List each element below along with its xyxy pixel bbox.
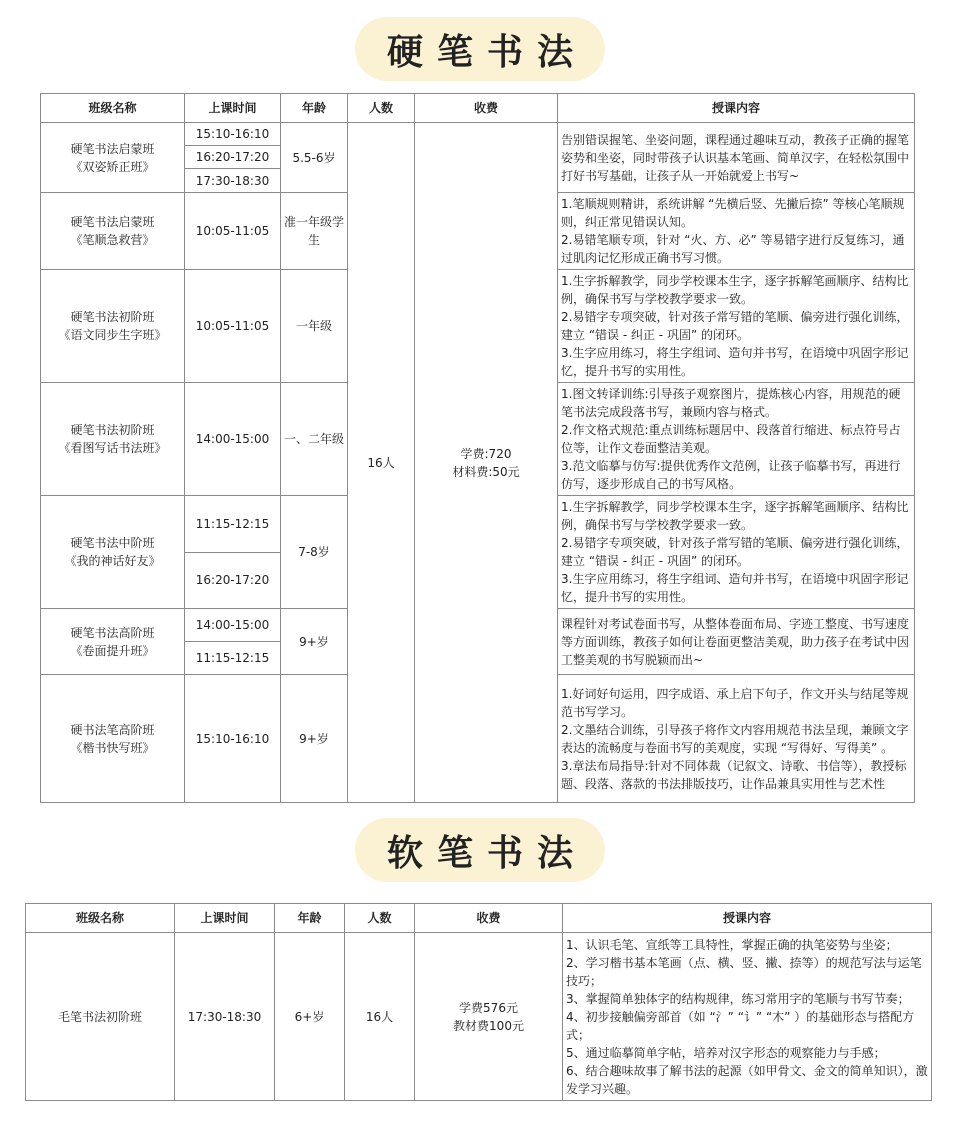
class-name-cell: 硬笔书法初阶班 《看图写话书法班》	[41, 383, 185, 496]
count-cell: 16人	[348, 123, 415, 803]
soft-calligraphy-title	[355, 818, 605, 882]
header-content: 授课内容	[563, 904, 932, 933]
content-cell: 1、认识毛笔、宣纸等工具特性，掌握正确的执笔姿势与坐姿； 2、学习楷书基本笔画（点、横、竖、撇、捺等）的规范写法与运笔技巧； 3、掌握简单独体字的结构规律，练习常用字的笔顺与书写节奏； 4、初步接触偏旁部首（如 “氵” “讠” “木” ）的基础形态与搭配方式； 5、通过临摹简单字帖，培养对汉字形态的观察能力与手感； 6、结合趣味故事了解书法的起源（如甲骨文、金文的简单知识），激发学习兴趣。	[563, 933, 932, 1101]
time-cell: 10:05-11:05	[185, 193, 281, 270]
hard-table-header	[41, 94, 915, 123]
age-cell: 7-8岁	[281, 496, 348, 609]
time-cell: 14:00-15:00	[185, 383, 281, 496]
age-cell: 一年级	[281, 270, 348, 383]
time-cell: 16:20-17:20	[185, 552, 281, 609]
time-cell: 17:30-18:30	[185, 169, 281, 193]
content-cell: 1.好词好句运用，四字成语、承上启下句子，作文开头与结尾等规范书写学习。 2.文墨结合训练，引导孩子将作文内容用规范书法呈现，兼顾文字表达的流畅度与卷面书写的美观度，实现 “写得好、写得美” 。 3.章法布局指导:针对不同体裁（记叙文、诗歌、书信等），教授标题、段落、落款的书法排版技巧，让作品兼具实用性与艺术性	[558, 675, 915, 803]
content-cell: 1.生字拆解教学，同步学校课本生字，逐字拆解笔画顺序、结构比例，确保书写与学校教学要求一致。 2.易错字专项突破，针对孩子常写错的笔顺、偏旁进行强化训练，建立 “错误 - 纠正 - 巩固” 的闭环。 3.生字应用练习，将生字组词、造句并书写，在语境中巩固字形记忆，提升书写的实用性。	[558, 496, 915, 609]
time-cell: 15:10-16:10	[185, 675, 281, 803]
time-cell: 17:30-18:30	[175, 933, 275, 1101]
time-cell: 11:15-12:15	[185, 642, 281, 675]
age-cell: 一、二年级	[281, 383, 348, 496]
header-content: 授课内容	[558, 94, 915, 123]
class-name-cell: 硬笔书法启蒙班 《双姿矫正班》	[41, 123, 185, 193]
class-name-cell: 毛笔书法初阶班	[26, 933, 175, 1101]
class-name-cell: 硬笔书法高阶班 《卷面提升班》	[41, 609, 185, 675]
table-row	[26, 933, 932, 1101]
soft-title-text: 软笔书法	[386, 832, 587, 874]
content-cell: 1.生字拆解教学，同步学校课本生字，逐字拆解笔画顺序、结构比例，确保书写与学校教学要求一致。 2.易错字专项突破，针对孩子常写错的笔顺、偏旁进行强化训练，建立 “错误 - 纠正 - 巩固” 的闭环。 3.生字应用练习，将生字组词、造句并书写，在语境中巩固字形记忆，提升书写的实用性。	[558, 270, 915, 383]
header-fee: 收费	[415, 904, 563, 933]
age-cell: 5.5-6岁	[281, 123, 348, 193]
fee-cell: 学费:720 材料费:50元	[415, 123, 558, 803]
time-cell: 16:20-17:20	[185, 146, 281, 169]
content-cell: 告别错误握笔、坐姿问题，课程通过趣味互动，教孩子正确的握笔姿势和坐姿，同时带孩子认识基本笔画、简单汉字，在轻松氛围中打好书写基础，让孩子从一开始就爱上书写~	[558, 123, 915, 193]
age-cell: 准一年级学生	[281, 193, 348, 270]
class-name-cell: 硬书法笔高阶班 《楷书快写班》	[41, 675, 185, 803]
header-time: 上课时间	[185, 94, 281, 123]
time-cell: 10:05-11:05	[185, 270, 281, 383]
age-cell: 9+岁	[281, 675, 348, 803]
header-count: 人数	[345, 904, 415, 933]
time-cell: 11:15-12:15	[185, 496, 281, 553]
header-class-name: 班级名称	[26, 904, 175, 933]
content-cell: 课程针对考试卷面书写，从整体卷面布局、字迹工整度、书写速度等方面训练，教孩子如何让卷面更整洁美观，助力孩子在考试中因工整美观的书写脱颖而出~	[558, 609, 915, 675]
header-age: 年龄	[275, 904, 345, 933]
header-fee: 收费	[415, 94, 558, 123]
fee-cell: 学费576元 教材费100元	[415, 933, 563, 1101]
time-cell: 15:10-16:10	[185, 123, 281, 146]
age-cell: 6+岁	[275, 933, 345, 1101]
count-cell: 16人	[345, 933, 415, 1101]
table-row	[41, 123, 915, 146]
hard-calligraphy-title	[355, 17, 605, 81]
time-cell: 14:00-15:00	[185, 609, 281, 642]
soft-calligraphy-table	[25, 903, 932, 1101]
header-class-name: 班级名称	[41, 94, 185, 123]
header-count: 人数	[348, 94, 415, 123]
hard-calligraphy-table	[40, 93, 915, 803]
class-name-cell: 硬笔书法初阶班 《语文同步生字班》	[41, 270, 185, 383]
soft-table-header	[26, 904, 932, 933]
header-time: 上课时间	[175, 904, 275, 933]
class-name-cell: 硬笔书法中阶班 《我的神话好友》	[41, 496, 185, 609]
header-age: 年龄	[281, 94, 348, 123]
content-cell: 1.图文转译训练:引导孩子观察图片，提炼核心内容，用规范的硬笔书法完成段落书写，兼顾内容与格式。 2.作文格式规范:重点训练标题居中、段落首行缩进、标点符号占位等，让作文卷面整洁美观。 3.范文临摹与仿写:提供优秀作文范例，让孩子临摹书写，再进行仿写，逐步形成自己的书写风格。	[558, 383, 915, 496]
content-cell: 1.笔顺规则精讲，系统讲解 “先横后竖、先撇后捺” 等核心笔顺规则，纠正常见错误认知。 2.易错笔顺专项，针对 “火、方、必” 等易错字进行反复练习，通过肌肉记忆形成正确书写习惯。	[558, 193, 915, 270]
class-name-cell: 硬笔书法启蒙班 《笔顺急救营》	[41, 193, 185, 270]
hard-title-text: 硬笔书法	[386, 31, 587, 73]
age-cell: 9+岁	[281, 609, 348, 675]
